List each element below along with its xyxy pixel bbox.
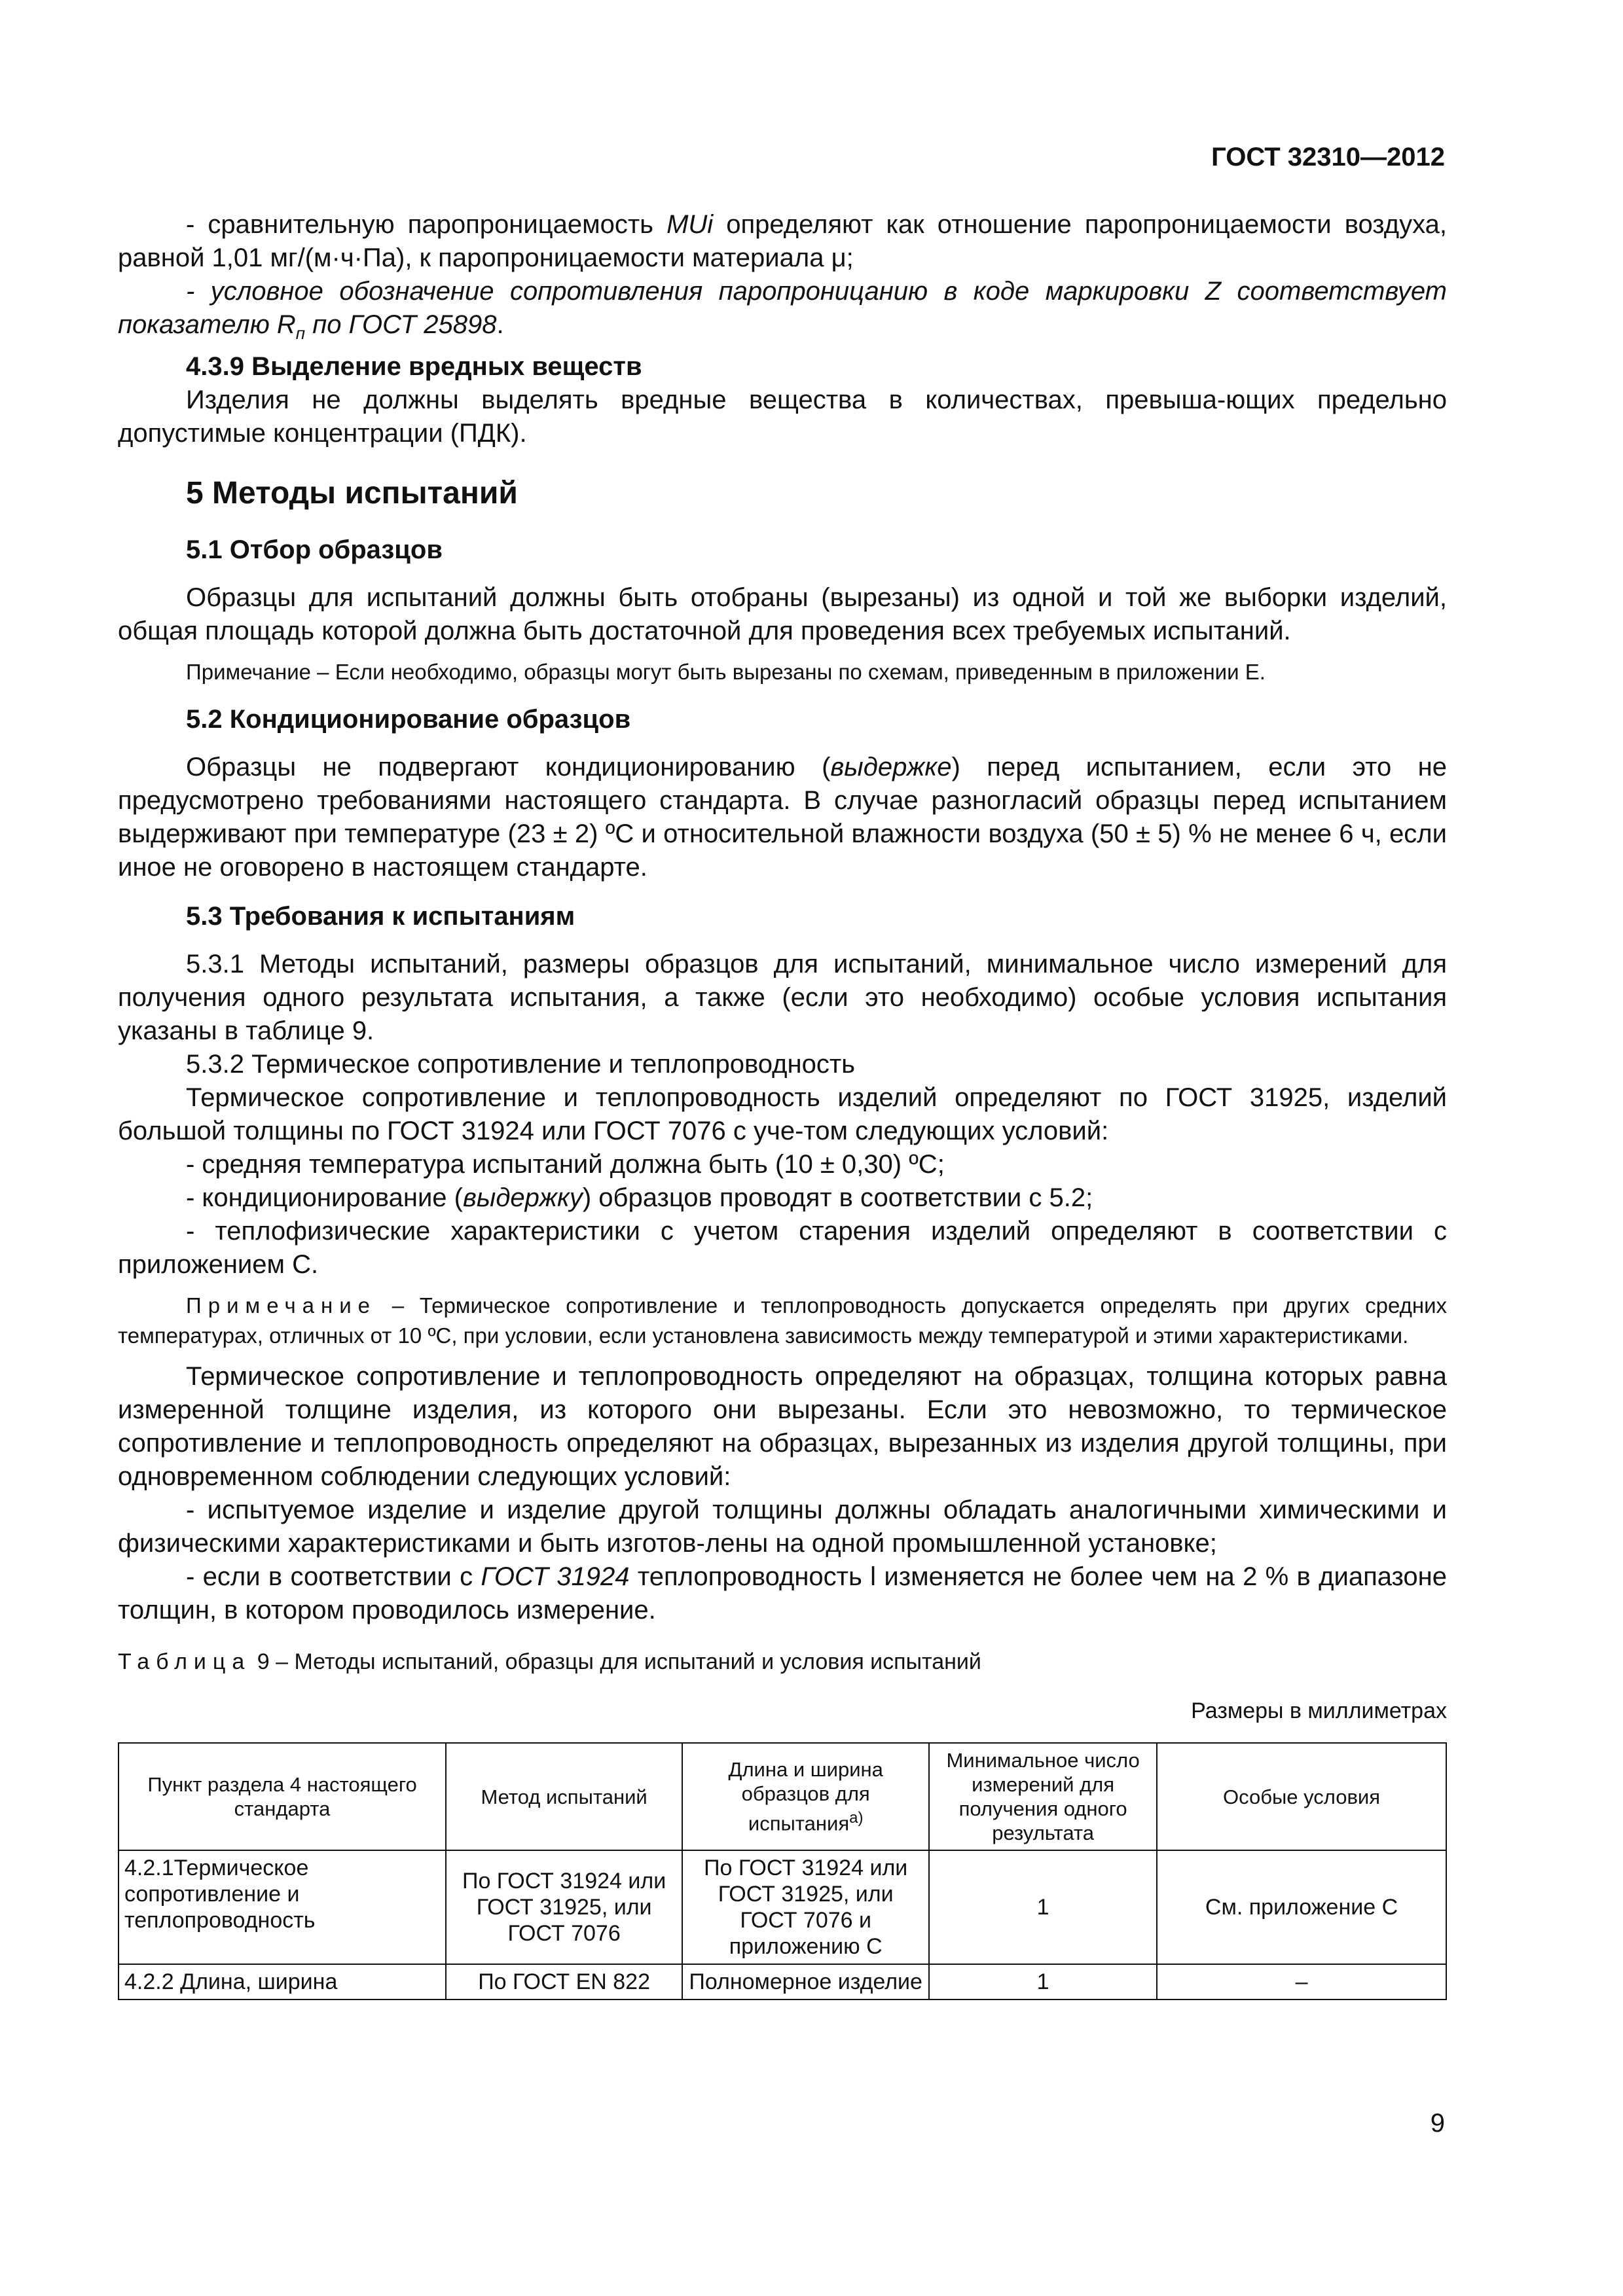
methods-table: [118, 1742, 1447, 2000]
table-cell: Полномерное изделие: [682, 1964, 929, 2000]
standard-header: ГОСТ 32310—2012: [1211, 143, 1445, 171]
subscript: п: [295, 323, 306, 343]
section-5-3-note: [118, 1291, 1447, 1351]
table-cell: По ГОСТ EN 822: [446, 1964, 682, 2000]
section-5-1-note: Примечание – Если необходимо, образцы могут быть вырезаны по схемам, приведенным в приложении Е.: [186, 660, 1266, 684]
text: Длина и ширина образцов для испытания: [728, 1758, 883, 1835]
list-item: - теплофизические характеристики с учетом старения изделий определяют в соответствии с приложением С.: [118, 1217, 1447, 1279]
section-5-3-title: 5.3 Требования к испытаниям: [186, 902, 575, 931]
table-cell: По ГОСТ 31924 или ГОСТ 31925, или ГОСТ 7076 и приложению С: [682, 1850, 929, 1964]
list-item: [118, 1181, 1447, 1215]
table-row: [119, 1850, 1446, 1964]
text: по ГОСТ 25898: [305, 310, 497, 339]
text: Образцы не подвергают кондиционированию (: [186, 753, 831, 781]
page-number: 9: [1430, 2109, 1445, 2138]
caption-label: Таблица: [118, 1649, 251, 1674]
list-item: - испытуемое изделие и изделие другой толщины должны обладать аналогичными химическими и физическими характеристиками и быть изготов-лены на одной промышленной установке;: [118, 1496, 1447, 1558]
section-4-3-9-title: 4.3.9 Выделение вредных веществ: [186, 352, 642, 381]
table-cell: –: [1157, 1964, 1446, 2000]
table-cell: 4.2.1Термическое сопротивление и теплопроводность: [119, 1850, 446, 1964]
header-cell: Пункт раздела 4 настоящего стандарта: [119, 1743, 446, 1850]
table-cell: 1: [929, 1850, 1157, 1964]
text: теплопроводность l изменяется не более чем на 2 % в диапазоне толщин, в котором проводилось измерение.: [118, 1562, 1447, 1624]
footnote-mark: а): [849, 1809, 864, 1827]
table-units: Размеры в миллиметрах: [1191, 1698, 1447, 1723]
intro-paragraph-2: [118, 275, 1447, 350]
table-row: [119, 1964, 1446, 2000]
intro-paragraph-1: [118, 208, 1447, 275]
mui-symbol: MUi: [666, 210, 714, 239]
list-item: [118, 1560, 1447, 1627]
text: выдержку: [463, 1183, 583, 1212]
table-cell: По ГОСТ 31924 или ГОСТ 31925, или ГОСТ 7076: [446, 1850, 682, 1964]
section-5-2-title: 5.2 Кондиционирование образцов: [186, 705, 631, 734]
header-cell: Минимальное число измерений для получения одного результата: [929, 1743, 1157, 1850]
text: - кондиционирование (: [186, 1183, 463, 1212]
caption-text: 9 – Методы испытаний, образцы для испытаний и условия испытаний: [251, 1649, 981, 1674]
note-label: Примечание: [186, 1293, 377, 1318]
list-item: - средняя температура испытаний должна быть (10 ± 0,30) ºС;: [186, 1150, 945, 1179]
section-5-1-text: Образцы для испытаний должны быть отобраны (вырезаны) из одной и той же выборки изделий, общая площадь которой должна быть достаточной для проведения всех требуемых испытаний.: [118, 583, 1447, 645]
table-cell: 4.2.2 Длина, ширина: [119, 1964, 446, 2000]
text: ГОСТ 31924: [481, 1562, 630, 1591]
table-caption: [118, 1645, 1447, 1679]
text: .: [496, 310, 504, 339]
para-5-3-2: 5.3.2 Термическое сопротивление и теплопроводность: [186, 1050, 856, 1079]
section-4-3-9-text: Изделия не должны выделять вредные вещества в количествах, превыша-ющих предельно допустимые концентрации (ПДК).: [118, 386, 1447, 448]
text: - если в соответствии с: [186, 1562, 481, 1591]
table-cell: 1: [929, 1964, 1157, 2000]
table-header-row: [119, 1743, 1446, 1850]
text: определяют как отношение паропроницаемости воздуха, равной 1,01 мг/(м·ч·Па), к паропроницаемости материала μ;: [118, 210, 1447, 272]
text: – Термическое сопротивление и теплопроводность допускается определять при других средних температурах, отличных от 10 ºС, при условии, если установлена зависимость между температурой и этими характеристиками.: [118, 1293, 1447, 1348]
section-5-1-title: 5.1 Отбор образцов: [186, 535, 443, 564]
text: - условное обозначение сопротивления паропроницанию в коде маркировки Z соответствует показателю R: [118, 277, 1447, 339]
text: ) образцов проводят в соответствии с 5.2;: [582, 1183, 1093, 1212]
header-cell: Особые условия: [1157, 1743, 1446, 1850]
para-5-3-text: Термическое сопротивление и теплопроводность определяют на образцах, толщина которых равна измеренной толщине изделия, из которого они вырезаны. Если это невозможно, то термическое сопротивление и теплопроводность определяют на образцах, вырезанных из изделия другой толщины, при одновременном соблюдении следующих условий:: [118, 1362, 1447, 1491]
text: - сравнительную паропроницаемость: [186, 210, 667, 239]
para-5-3-1: 5.3.1 Методы испытаний, размеры образцов для испытаний, минимальное число измерений для получения одного результата испытания, а также (если это необходимо) особые условия испытания указаны в таблице 9.: [118, 950, 1447, 1045]
header-cell: Метод испытаний: [446, 1743, 682, 1850]
header-cell: [682, 1743, 929, 1850]
page-body: [118, 208, 1447, 2000]
section-5-title: 5 Методы испытаний: [186, 476, 518, 511]
para-5-3-2-text: Термическое сопротивление и теплопроводность изделий определяют по ГОСТ 31925, изделий большой толщины по ГОСТ 31924 или ГОСТ 7076 с уче-том следующих условий:: [118, 1083, 1447, 1145]
text: выдержке: [830, 753, 952, 781]
section-5-2-text: [118, 751, 1447, 884]
table-cell: См. приложение С: [1157, 1850, 1446, 1964]
text: ) перед испытанием, если это не предусмотрено требованиями настоящего стандарта. В случае разногласий образцы перед испытанием выдерживают при температуре (23 ± 2) ºС и относительной влажности воздуха (50 ± 5) % не менее 6 ч, если иное не оговорено в настоящем стандарте.: [118, 753, 1448, 882]
